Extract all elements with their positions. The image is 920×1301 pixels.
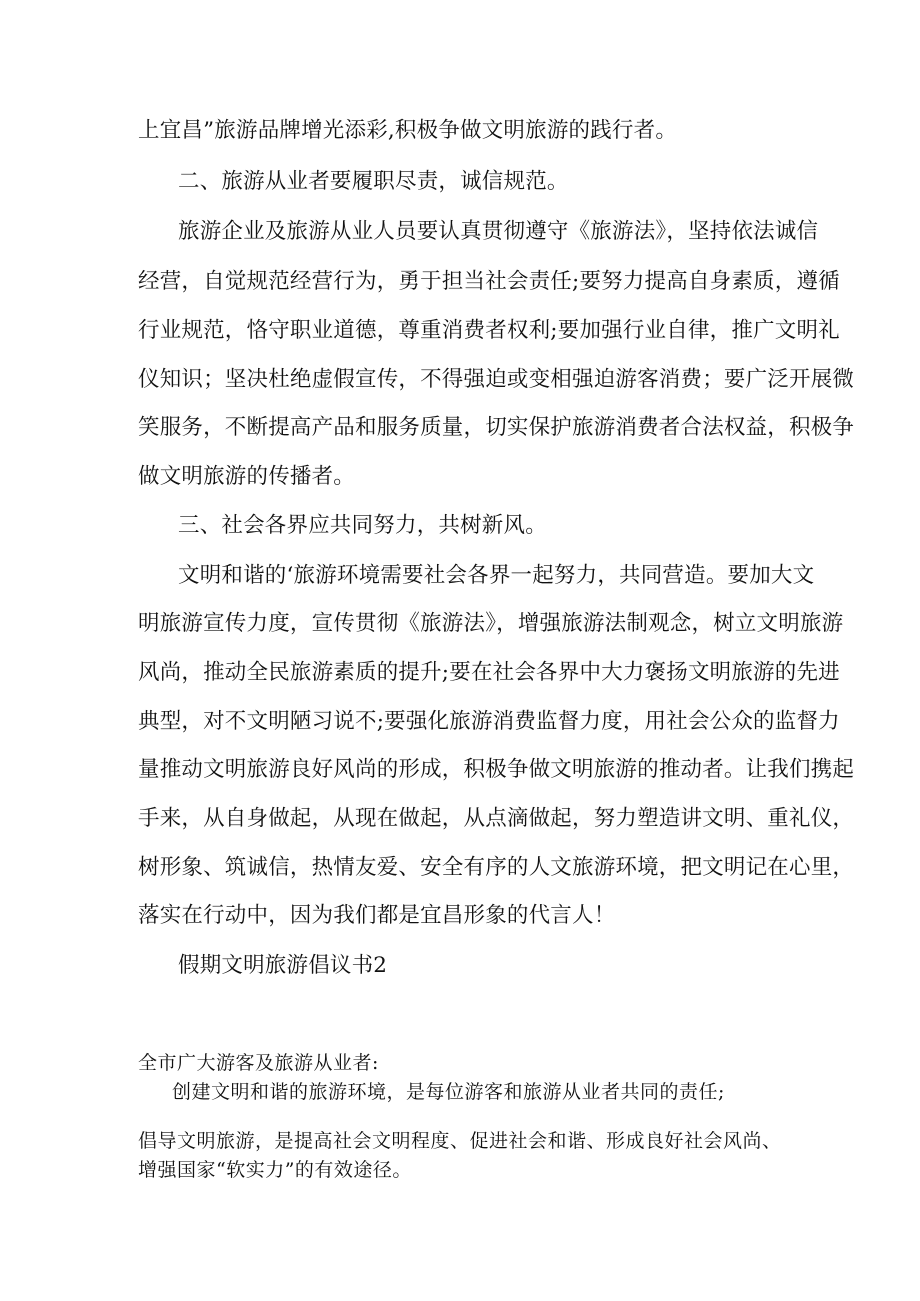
paragraph-line: 经营，自觉规范经营行为，勇于担当社会责任;要努力提高自身素质，遵循 bbox=[138, 269, 840, 294]
paragraph-line: 落实在行动中，因为我们都是宜昌形象的代言人！ bbox=[138, 903, 616, 928]
continuation-line: 上宜昌”旅游品牌增光添彩,积极争做文明旅游的践行者。 bbox=[138, 118, 678, 143]
paragraph-line: 做文明旅游的传播者。 bbox=[138, 464, 356, 489]
intro-line: 倡导文明旅游，是提高社会文明程度、促进社会和谐、形成良好社会风尚、 bbox=[138, 1130, 782, 1152]
paragraph-line: 旅游企业及旅游从业人员要认真贯彻遵守《旅游法》，坚持依法诚信 bbox=[178, 219, 819, 244]
next-document-title: 假期文明旅游倡议书2 bbox=[178, 953, 388, 978]
paragraph-line: 文明和谐的‘旅游环境需要社会各界一起努力，共同营造。要加大文 bbox=[178, 563, 815, 588]
paragraph-line: 笑服务，不断提高产品和服务质量，切实保护旅游消费者合法权益，积极争 bbox=[138, 415, 855, 440]
paragraph-line: 风尚，推动全民旅游素质的提升;要在社会各界中大力褒扬文明旅游的先进 bbox=[138, 660, 840, 685]
paragraph-line: 手来，从自身做起，从现在做起，从点滴做起，努力塑造讲文明、重礼仪， bbox=[138, 806, 855, 831]
paragraph-line: 行业规范，恪守职业道德，尊重消费者权利;要加强行业自律，推广文明礼 bbox=[138, 318, 840, 343]
paragraph-line: 明旅游宣传力度，宣传贯彻《旅游法》，增强旅游法制观念，树立文明旅游 bbox=[138, 611, 844, 636]
section-heading-3: 三、社会各界应共同努力，共树新风。 bbox=[178, 513, 547, 538]
salutation: 全市广大游客及旅游从业者: bbox=[138, 1052, 379, 1074]
intro-line: 创建文明和谐的旅游环境，是每位游客和旅游从业者共同的责任; bbox=[172, 1081, 725, 1103]
paragraph-line: 树形象、筑诚信，热情友爱、安全有序的人文旅游环境，把文明记在心里， bbox=[138, 855, 855, 880]
paragraph-line: 量推动文明旅游良好风尚的形成，积极争做文明旅游的推动者。让我们携起 bbox=[138, 757, 855, 782]
paragraph-line: 典型，对不文明陋习说不;要强化旅游消费监督力度，用社会公众的监督力 bbox=[138, 709, 840, 734]
section-heading-2: 二、旅游从业者要履职尽责，诚信规范。 bbox=[178, 169, 569, 194]
intro-line: 增强国家“软实力”的有效途径。 bbox=[138, 1159, 412, 1181]
paragraph-line: 仪知识；坚决杜绝虚假宣传，不得强迫或变相强迫游客消费；要广泛开展微 bbox=[138, 367, 855, 392]
